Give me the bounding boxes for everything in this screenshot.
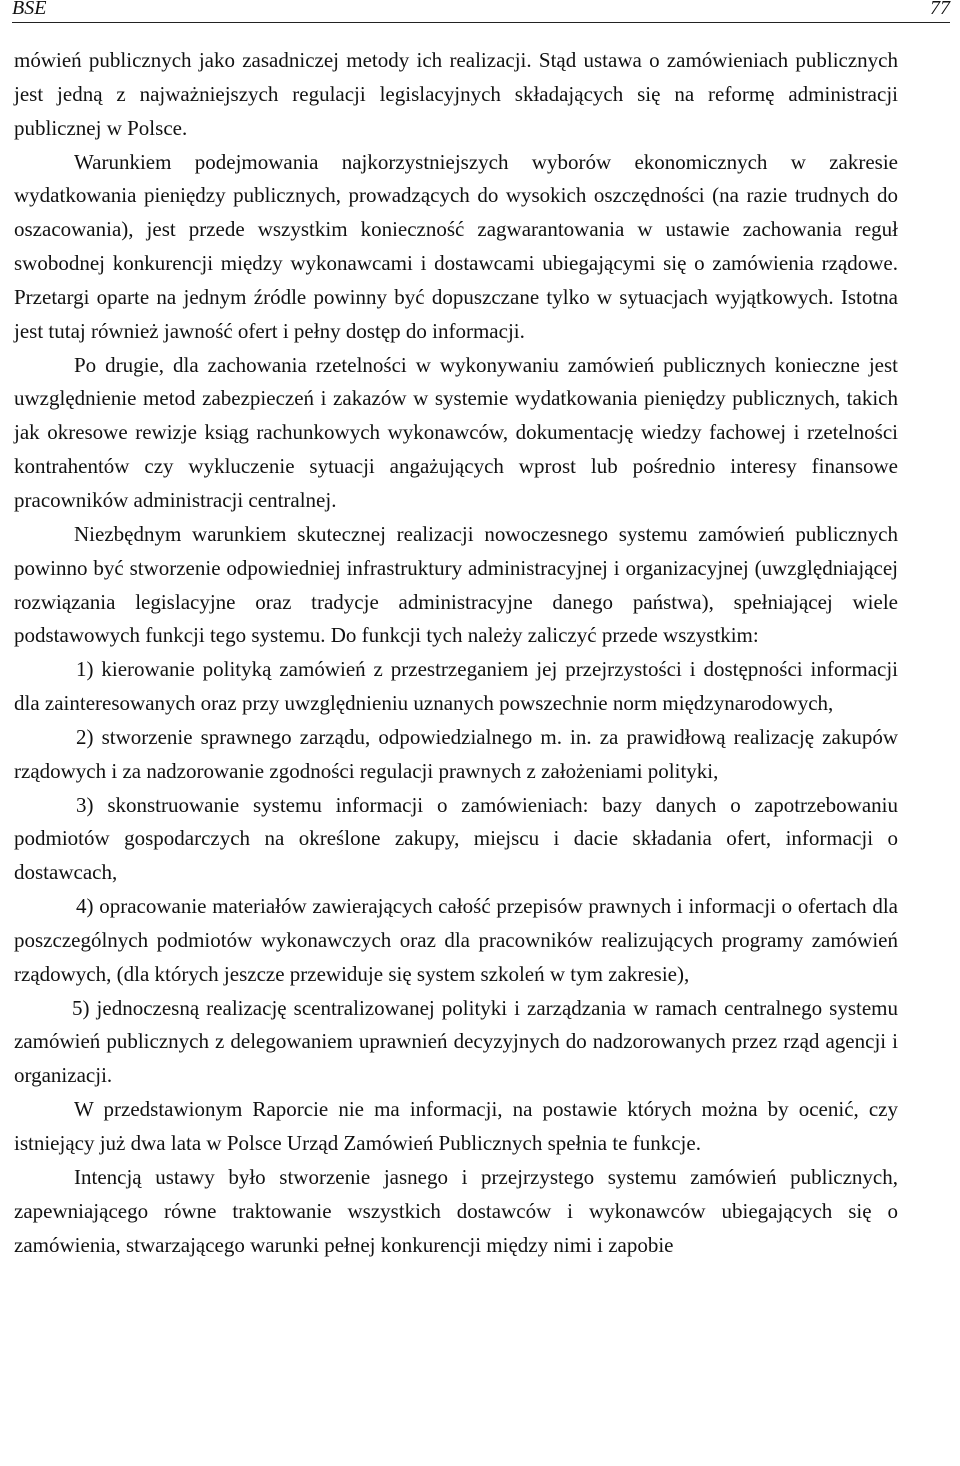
list-item-5: 5) jednoczesną realizację scentralizowanej polityki i zarządzania w ramach centralnego systemu zamówień publicznych z delegowaniem uprawnień decyzyjnych do nadzorowanych przez rząd agencji i organizacji. [14, 995, 898, 1088]
list-item-2: 2) stworzenie sprawnego zarządu, odpowiedzialnego m. in. za prawidłową realizację zakupów rządowych i za nadzorowanie zgodności regulacji prawnych z założeniami polityki, [14, 724, 898, 783]
running-header [12, 0, 950, 23]
list-item-4: 4) opracowanie materiałów zawierających całość przepisów prawnych i informacji o ofertach dla poszczególnych podmiotów wykonawczych oraz dla pracowników realizujących programy zamówień rządowych, (dla których jeszcze przewiduje się system szkoleń w tym zakresie), [14, 894, 898, 986]
paragraph-second-point: Po drugie, dla zachowania rzetelności w wykonywaniu zamówień publicznych konieczne jest uwzględnienie metod zabezpieczeń i zakazów w systemie wydatkowania pieniędzy publicznych, takich jak okresowe rewizje ksiąg rachunkowych wykonawców, dokumentację wiedzy fachowej i rzetelności kontrahentów czy wykluczenie sytuacji angażujących wprost lub pośrednio interesy finansowe pracowników administracji centralnej. [14, 352, 898, 512]
paragraph-continuation: mówień publicznych jako zasadniczej metody ich realizacji. Stąd ustawa o zamówieniach publicznych jest jedną z najważniejszych regulacji legislacyjnych składających się na reformę administracji publicznej w Polsce. [14, 48, 898, 140]
paragraph-conditions: Warunkiem podejmowania najkorzystniejszych wyborów ekonomicznych w zakresie wydatkowania pieniędzy publicznych, prowadzących do wysokich oszczędności (na razie trudnych do oszacowania), jest przede wszystkim konieczność zagwarantowania w ustawie zachowania reguł swobodnej konkurencji między wykonawcami i dostawcami ubiegającymi się o zamówienia rządowe. Przetargi oparte na jednym źródle powinny być dopuszczane tylko w sytuacjach wyjątkowych. Istotna jest tutaj również jawność ofert i pełny dostęp do informacji. [14, 149, 898, 343]
document-body [14, 44, 898, 1262]
list-item-1: 1) kierowanie polityką zamówień z przestrzeganiem jej przejrzystości i dostępności informacji dla zainteresowanych oraz przy uwzględnieniu uznanych powszechnie norm międzynarodowych, [14, 657, 898, 716]
paragraph-report: W przedstawionym Raporcie nie ma informacji, na postawie których można by ocenić, czy istniejący już dwa lata w Polsce Urząd Zamówień Publicznych spełnia te funkcje. [14, 1097, 898, 1155]
page-number: 77 [930, 0, 950, 19]
list-item-3: 3) skonstruowanie systemu informacji o zamówieniach: bazy danych o zapotrzebowaniu podmiotów gospodarczych na określone zakupy, miejscu i dacie składania ofert, informacji o dostawcach, [14, 792, 898, 885]
header-journal-label: BSE [12, 0, 47, 19]
paragraph-intent: Intencją ustawy było stworzenie jasnego i przejrzystego systemu zamówień publicznych, zapewniającego równe traktowanie wszystkich dostawców i wykonawców ubiegających się o zamówienia, stwarzającego warunki pełnej konkurencji między nimi i zapobie [14, 1164, 898, 1257]
paragraph-infrastructure: Niezbędnym warunkiem skutecznej realizacji nowoczesnego systemu zamówień publicznych powinno być stworzenie odpowiedniej infrastruktury administracyjnej i organizacyjnej (uwzględniającej rozwiązania legislacyjne oraz tradycje administracyjne danego państwa), spełniającej wiele podstawowych funkcji tego systemu. Do funkcji tych należy zaliczyć przede wszystkim: [14, 521, 898, 648]
